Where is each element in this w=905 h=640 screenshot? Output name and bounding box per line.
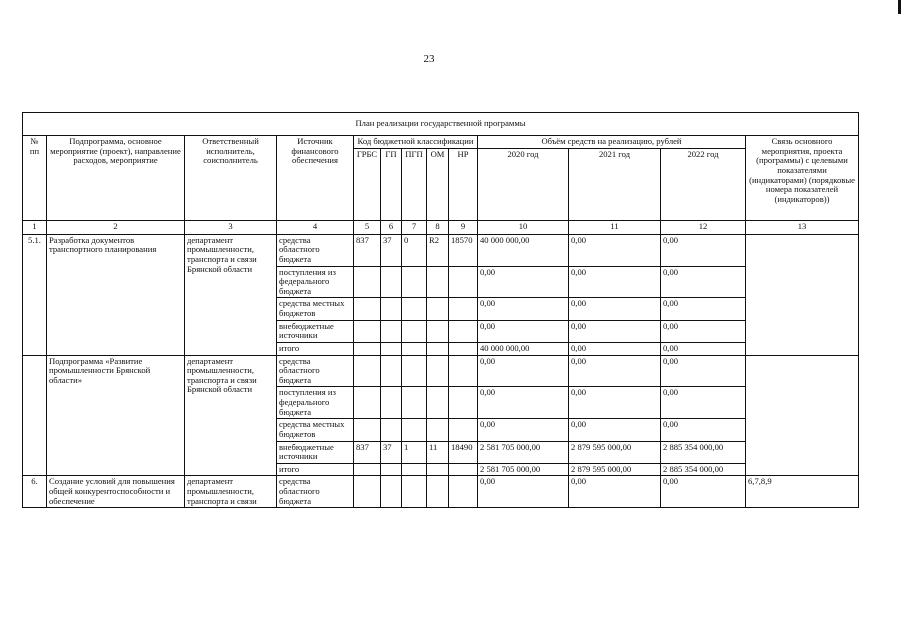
amount-2020-cell: 0,00 (478, 355, 569, 387)
item-number-cell: 6. (23, 476, 47, 508)
column-number: 3 (185, 220, 277, 234)
om-cell (427, 298, 449, 320)
amount-2022-cell: 0,00 (661, 387, 746, 419)
header-number: № пп (23, 136, 47, 221)
amount-2022-cell: 0,00 (661, 234, 746, 266)
table-row (23, 476, 859, 508)
gp-cell: 37 (381, 441, 402, 463)
header-np: НР (449, 148, 478, 220)
amount-2020-cell: 0,00 (478, 266, 569, 298)
pgp-cell: 0 (402, 234, 427, 266)
source-cell: средства местных бюджетов (277, 419, 354, 441)
amount-2021-cell: 0,00 (569, 419, 661, 441)
column-number-row (23, 220, 859, 234)
source-cell: внебюджетные источники (277, 441, 354, 463)
gp-cell (381, 320, 402, 342)
om-cell (427, 476, 449, 508)
column-number: 1 (23, 220, 47, 234)
header-om: ОМ (427, 148, 449, 220)
amount-2021-cell: 0,00 (569, 387, 661, 419)
gp-cell (381, 419, 402, 441)
column-number: 6 (381, 220, 402, 234)
pgp-cell (402, 266, 427, 298)
amount-2020-cell: 0,00 (478, 419, 569, 441)
gp-cell: 37 (381, 234, 402, 266)
grbs-cell (354, 355, 381, 387)
amount-2020-cell: 40 000 000,00 (478, 342, 569, 355)
column-number: 10 (478, 220, 569, 234)
gp-cell (381, 342, 402, 355)
grbs-cell (354, 387, 381, 419)
pgp-cell (402, 342, 427, 355)
header-budget-code: Код бюджетной классификации (354, 136, 478, 149)
amount-2022-cell: 0,00 (661, 320, 746, 342)
amount-2021-cell: 0,00 (569, 355, 661, 387)
indicator-link-cell: 6,7,8,9 (746, 476, 859, 508)
amount-2021-cell: 0,00 (569, 320, 661, 342)
header-year-2020: 2020 год (478, 148, 569, 220)
amount-2022-cell: 0,00 (661, 342, 746, 355)
header-year-2021: 2021 год (569, 148, 661, 220)
source-cell: поступления из федерального бюджета (277, 387, 354, 419)
gp-cell (381, 266, 402, 298)
amount-2021-cell: 2 879 595 000,00 (569, 441, 661, 463)
column-number: 11 (569, 220, 661, 234)
column-number: 5 (354, 220, 381, 234)
np-cell (449, 355, 478, 387)
source-cell: поступления из федерального бюджета (277, 266, 354, 298)
table-title: План реализации государственной программы (23, 113, 859, 136)
pgp-cell (402, 298, 427, 320)
header-gp: ГП (381, 148, 402, 220)
column-number: 2 (47, 220, 185, 234)
amount-2020-cell: 0,00 (478, 387, 569, 419)
om-cell (427, 320, 449, 342)
grbs-cell (354, 342, 381, 355)
header-grbs: ГРБС (354, 148, 381, 220)
plan-table (22, 112, 859, 508)
pgp-cell (402, 463, 427, 476)
np-cell (449, 463, 478, 476)
table-row (23, 234, 859, 266)
item-name-cell: Разработка документов транспортного планирования (47, 234, 185, 355)
grbs-cell: 837 (354, 234, 381, 266)
header-subprogram: Подпрограмма, основное мероприятие (проект), направление расходов, мероприятие (47, 136, 185, 221)
page-number: 23 (423, 53, 435, 65)
item-name-cell: Подпрограмма «Развитие промышленности Брянской области» (47, 355, 185, 476)
item-number-cell: 5.1. (23, 234, 47, 355)
column-number: 4 (277, 220, 354, 234)
np-cell (449, 419, 478, 441)
om-cell (427, 419, 449, 441)
grbs-cell (354, 476, 381, 508)
amount-2020-cell: 0,00 (478, 320, 569, 342)
pgp-cell (402, 476, 427, 508)
np-cell: 18570 (449, 234, 478, 266)
executor-cell: департамент промышленности, транспорта и связи Брянской области (185, 355, 277, 476)
table-row (23, 355, 859, 387)
grbs-cell (354, 266, 381, 298)
gp-cell (381, 298, 402, 320)
amount-2020-cell: 40 000 000,00 (478, 234, 569, 266)
amount-2022-cell: 2 885 354 000,00 (661, 441, 746, 463)
executor-cell: департамент промышленности, транспорта и связи (185, 476, 277, 508)
source-cell: средства областного бюджета (277, 355, 354, 387)
amount-2021-cell: 0,00 (569, 476, 661, 508)
pgp-cell (402, 355, 427, 387)
om-cell (427, 387, 449, 419)
indicator-link-cell (746, 234, 859, 355)
amount-2021-cell: 0,00 (569, 342, 661, 355)
om-cell (427, 266, 449, 298)
item-number-cell (23, 355, 47, 476)
amount-2020-cell: 2 581 705 000,00 (478, 441, 569, 463)
item-name-cell: Создание условий для повышения общей конкурентоспособности и обеспечение (47, 476, 185, 508)
np-cell (449, 320, 478, 342)
om-cell (427, 463, 449, 476)
header-funding: Объём средств на реализацию, рублей (478, 136, 746, 149)
executor-cell: департамент промышленности, транспорта и связи Брянской области (185, 234, 277, 355)
om-cell: R2 (427, 234, 449, 266)
source-cell: средства областного бюджета (277, 234, 354, 266)
grbs-cell (354, 463, 381, 476)
amount-2022-cell: 0,00 (661, 266, 746, 298)
om-cell (427, 342, 449, 355)
amount-2020-cell: 0,00 (478, 298, 569, 320)
amount-2022-cell: 0,00 (661, 355, 746, 387)
amount-2022-cell: 0,00 (661, 419, 746, 441)
gp-cell (381, 476, 402, 508)
source-cell: итого (277, 342, 354, 355)
pgp-cell (402, 320, 427, 342)
amount-2020-cell: 2 581 705 000,00 (478, 463, 569, 476)
gp-cell (381, 387, 402, 419)
np-cell (449, 266, 478, 298)
column-number: 13 (746, 220, 859, 234)
grbs-cell (354, 419, 381, 441)
amount-2021-cell: 0,00 (569, 298, 661, 320)
pgp-cell (402, 387, 427, 419)
column-number: 12 (661, 220, 746, 234)
om-cell (427, 355, 449, 387)
header-indicator-link: Связь основного мероприятия, проекта (программы) с целевыми показателями (индикаторами) (порядковые номера показателей (индикаторов)) (746, 136, 859, 221)
pgp-cell: 1 (402, 441, 427, 463)
amount-2021-cell: 2 879 595 000,00 (569, 463, 661, 476)
amount-2022-cell: 0,00 (661, 476, 746, 508)
amount-2022-cell: 2 885 354 000,00 (661, 463, 746, 476)
amount-2021-cell: 0,00 (569, 266, 661, 298)
header-executor: Ответственный исполнитель, соисполнитель (185, 136, 277, 221)
source-cell: внебюджетные источники (277, 320, 354, 342)
grbs-cell (354, 298, 381, 320)
amount-2021-cell: 0,00 (569, 234, 661, 266)
amount-2022-cell: 0,00 (661, 298, 746, 320)
grbs-cell: 837 (354, 441, 381, 463)
header-source: Источник финансового обеспечения (277, 136, 354, 221)
indicator-link-cell (746, 355, 859, 476)
column-number: 7 (402, 220, 427, 234)
np-cell (449, 476, 478, 508)
header-pgp: ПГП (402, 148, 427, 220)
header-year-2022: 2022 год (661, 148, 746, 220)
source-cell: средства местных бюджетов (277, 298, 354, 320)
scan-edge-mark (898, 0, 901, 14)
source-cell: средства областного бюджета (277, 476, 354, 508)
gp-cell (381, 355, 402, 387)
column-number: 8 (427, 220, 449, 234)
column-number: 9 (449, 220, 478, 234)
pgp-cell (402, 419, 427, 441)
np-cell: 18490 (449, 441, 478, 463)
np-cell (449, 342, 478, 355)
amount-2020-cell: 0,00 (478, 476, 569, 508)
np-cell (449, 387, 478, 419)
om-cell: 11 (427, 441, 449, 463)
source-cell: итого (277, 463, 354, 476)
gp-cell (381, 463, 402, 476)
np-cell (449, 298, 478, 320)
grbs-cell (354, 320, 381, 342)
